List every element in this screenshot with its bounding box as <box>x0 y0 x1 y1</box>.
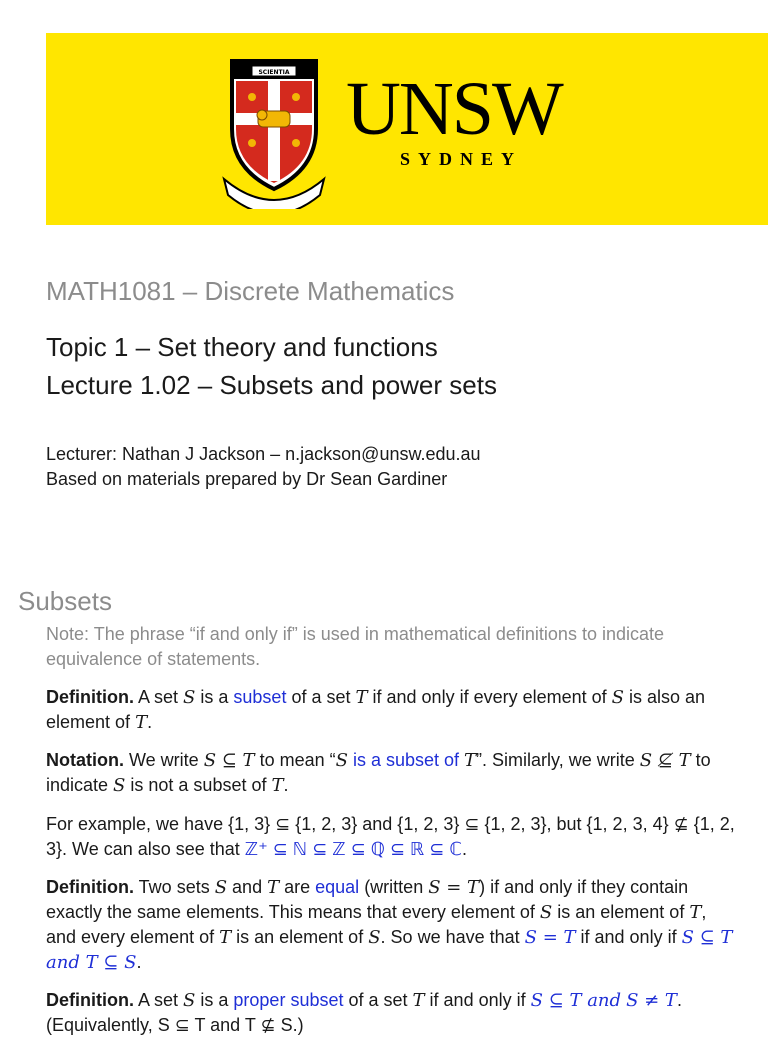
topic-title: Topic 1 – Set theory and functions <box>46 332 438 362</box>
example-paragraph: For example, we have {1, 3} ⊆ {1, 2, 3} and {1, 2, 3} ⊆ {1, 2, 3}, but {1, 2, 3, 4} ⊈ {1, 2, 3}. We can also see that ℤ⁺ ⊆ ℕ ⊆ ℤ ⊆ ℚ ⊆ ℝ ⊆ ℂ. <box>46 814 735 859</box>
course-title: MATH1081 – Discrete Mathematics <box>46 276 455 306</box>
section-heading: Subsets <box>18 586 112 616</box>
svg-text:SCIENTIA: SCIENTIA <box>258 69 290 76</box>
definition-label: Definition. <box>46 687 134 707</box>
unsw-banner <box>46 33 768 225</box>
definition-proper-subset: Definition. A set S is a proper subset of a set T if and only if S ⊆ T and S ≠ T. (Equivalently, S ⊆ T and T ⊈ S.) <box>46 990 682 1035</box>
definition-label: Definition. <box>46 877 134 897</box>
note-paragraph: Note: The phrase “if and only if” is used in mathematical definitions to indicate equivalence of statements. <box>46 624 664 669</box>
lecture-title: Lecture 1.02 – Subsets and power sets <box>46 370 497 400</box>
lecturer-line: Lecturer: Nathan J Jackson – n.jackson@unsw.edu.au <box>46 444 481 464</box>
based-on-line: Based on materials prepared by Dr Sean Gardiner <box>46 469 448 489</box>
definition-label: Definition. <box>46 990 134 1010</box>
term-equal: equal <box>315 877 360 897</box>
term-subset: subset <box>233 687 287 707</box>
sydney-wordmark: SYDNEY <box>400 149 523 169</box>
number-set-chain: ℤ⁺ ⊆ ℕ ⊆ ℤ ⊆ ℚ ⊆ ℝ ⊆ ℂ <box>244 839 462 859</box>
term-proper-subset: proper subset <box>233 990 344 1010</box>
definition-equal: Definition. Two sets S and T are equal (written S = T) if and only if they contain exactly the same elements. This means that every element of S is an element of T, and every element of T is an element of S. So we have that S = T if and only if S ⊆ T and T ⊆ S. <box>46 877 733 973</box>
unsw-wordmark: UNSW <box>346 67 562 151</box>
notation-label: Notation. <box>46 750 124 770</box>
notation-subset: Notation. We write S ⊆ T to mean “S is a subset of T”. Similarly, we write S ⊈ T to indicate S is not a subset of T. <box>46 750 711 796</box>
unsw-crest-logo <box>222 51 326 209</box>
definition-subset: Definition. A set S is a subset of a set T if and only if every element of S is also an element of T. <box>46 687 706 733</box>
